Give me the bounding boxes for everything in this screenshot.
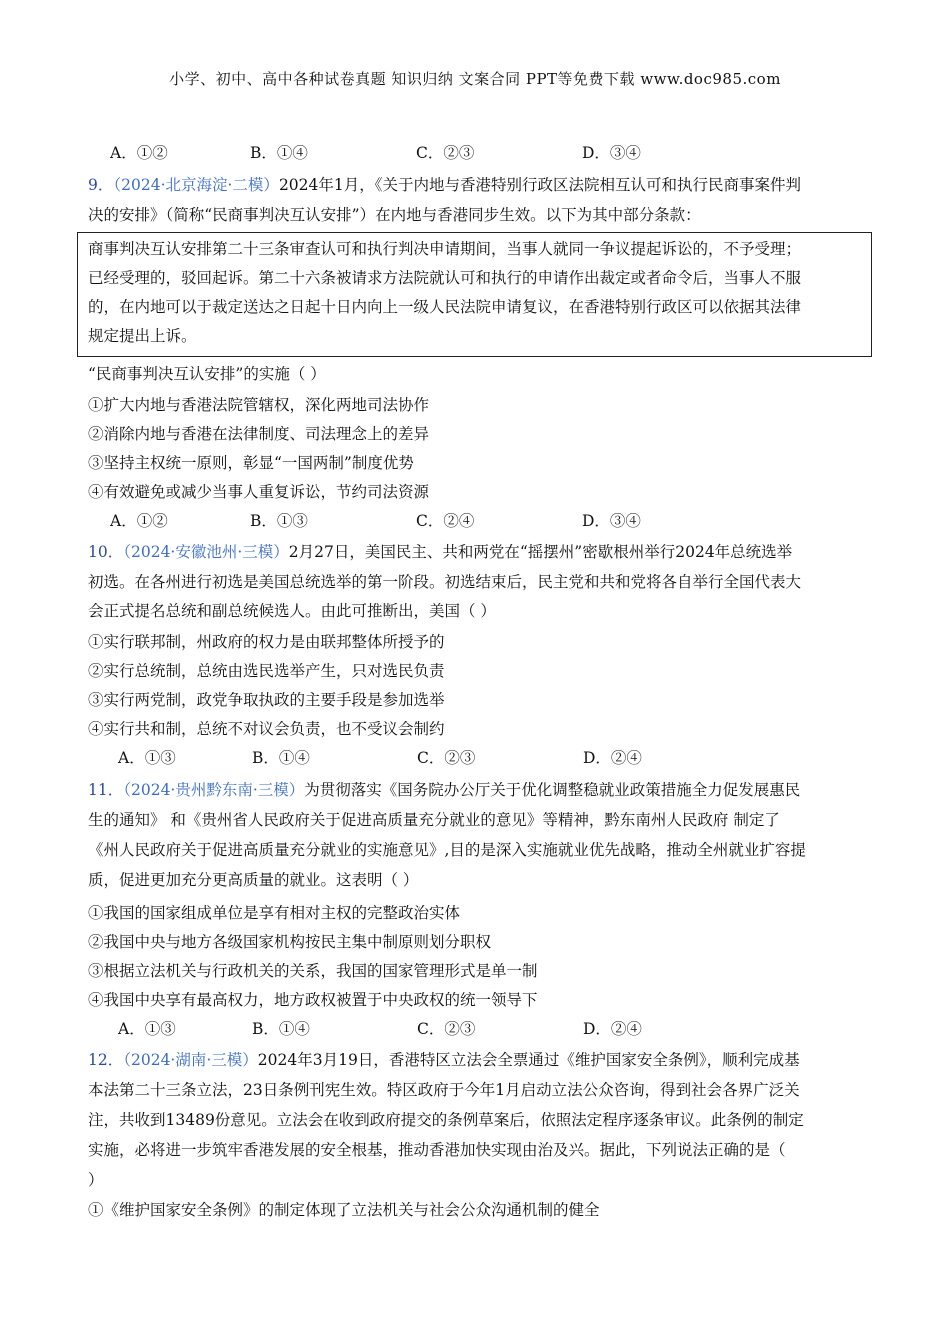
q10-item-1: ①实行联邦制，州政府的权力是由联邦整体所授予的 (88, 633, 445, 651)
q9-box-line1: 商事判决互认安排第二十三条审查认可和执行判决申请期间，当事人就同一争议提起诉讼的，不予受理； (88, 240, 802, 258)
q10-stem-text1: 2月27日，美国民主、共和两党在“摇摆州”密歇根州举行2024年总统选举 (288, 543, 793, 561)
q10-stem-line3: 会正式提名总统和副总统候选人。由此可推断出，美国（ ） (88, 602, 496, 620)
q11-stem-line4: 质，促进更加充分更高质量的就业。这表明（ ） (88, 871, 419, 889)
q10-option-b[interactable]: B．①④ (252, 749, 310, 767)
q12-stem-line1 (88, 1050, 800, 1070)
q9-option-c[interactable]: C．②④ (416, 512, 475, 530)
q9-stem-text1: 2024年1月，《关于内地与香港特别行政区法院相互认可和执行民商事案件判 (278, 176, 801, 194)
q8-option-b[interactable]: B．①④ (250, 144, 308, 162)
q10-stem-line1 (88, 542, 792, 562)
q11-stem-line3: 《州人民政府关于促进高质量充分就业的实施意见》,目的是深入实施就业优先战略，推动全州就业扩容提 (88, 841, 806, 859)
q10-options (118, 748, 718, 768)
q12-stem-line4: 实施，必将进一步筑牢香港发展的安全根基，推动香港加快实现由治及兴。据此，下列说法正确的是（ (88, 1141, 786, 1159)
q10-item-3: ③实行两党制，政党争取执政的主要手段是参加选举 (88, 691, 445, 709)
q9-source: （2024·北京海淀·二模） (113, 176, 279, 194)
q9-item-2: ②消除内地与香港在法律制度、司法理念上的差异 (88, 425, 430, 443)
q8-option-a[interactable]: A．①② (110, 144, 168, 162)
q11-option-b[interactable]: B．①④ (252, 1020, 310, 1038)
q10-source: （2024·安徽池州·三模） (123, 543, 289, 561)
q9-option-a[interactable]: A．①② (110, 512, 168, 530)
q9-box-line2: 已经受理的，驳回起诉。第二十六条被请求方法院就认可和执行的申请作出裁定或者命令后，当事人不服 (88, 269, 802, 287)
q12-item-1: ①《维护国家安全条例》的制定体现了立法机关与社会公众沟通机制的健全 (88, 1201, 600, 1219)
q8-options (110, 143, 710, 163)
q11-item-4: ④我国中央享有最高权力，地方政权被置于中央政权的统一领导下 (88, 991, 538, 1009)
q12-stem-line2: 本法第二十三条立法，23日条例刊宪生效。特区政府于今年1月启动立法公众咨询，得到社会各界广泛关 (88, 1081, 800, 1099)
q11-stem-text1: 为贯彻落实《国务院办公厅关于优化调整稳就业政策措施全力促发展惠民 (304, 781, 801, 799)
q9-option-b[interactable]: B．①③ (250, 512, 308, 530)
q12-source: （2024·湖南·三模） (123, 1051, 258, 1069)
q11-number: 11． (88, 781, 124, 799)
q9-stem-line1 (88, 175, 801, 195)
q8-option-c[interactable]: C．②③ (416, 144, 475, 162)
q9-option-d[interactable]: D．③④ (582, 512, 641, 530)
q9-item-3: ③坚持主权统一原则，彰显“一国两制”制度优势 (88, 454, 414, 472)
q9-item-1: ①扩大内地与香港法院管辖权，深化两地司法协作 (88, 396, 430, 414)
q11-options (118, 1019, 718, 1039)
q9-stem-line2: 决的安排》（简称“民商事判决互认安排”）在内地与香港同步生效。以下为其中部分条款： (88, 206, 701, 224)
q8-option-d[interactable]: D．③④ (582, 144, 641, 162)
q10-option-d[interactable]: D．②④ (583, 749, 642, 767)
q9-box-line3: 的，在内地可以于裁定送达之日起十日内向上一级人民法院申请复议，在香港特别行政区可以依据其法律 (88, 298, 802, 316)
q11-stem-line1 (88, 780, 800, 800)
q9-number: 9． (88, 176, 114, 194)
q11-stem-line2: 生的通知》 和《贵州省人民政府关于促进高质量充分就业的意见》等精神，黔东南州人民政府 制定了 (88, 811, 780, 829)
q11-item-2: ②我国中央与地方各级国家机构按民主集中制原则划分职权 (88, 933, 492, 951)
q10-number: 10． (88, 543, 124, 561)
q9-question: “民商事判决互认安排”的实施（ ） (88, 365, 326, 383)
q10-stem-line2: 初选。在各州进行初选是美国总统选举的第一阶段。初选结束后，民主党和共和党将各自举行全国代表大 (88, 573, 802, 591)
q9-options (110, 511, 710, 531)
q9-excerpt-box (77, 232, 872, 357)
q11-item-3: ③根据立法机关与行政机关的关系，我国的国家管理形式是单一制 (88, 962, 538, 980)
q11-option-a[interactable]: A．①③ (118, 1020, 176, 1038)
q10-option-c[interactable]: C．②③ (417, 749, 476, 767)
q12-stem-line5: ） (88, 1171, 104, 1189)
q11-option-c[interactable]: C．②③ (417, 1020, 476, 1038)
page-header: 小学、初中、高中各种试卷真题 知识归纳 文案合同 PPT等免费下载 www.doc985.com (169, 70, 781, 88)
q9-item-4: ④有效避免或减少当事人重复诉讼，节约司法资源 (88, 483, 430, 501)
q11-item-1: ①我国的国家组成单位是享有相对主权的完整政治实体 (88, 904, 461, 922)
q10-item-4: ④实行共和制，总统不对议会负责，也不受议会制约 (88, 720, 445, 738)
q10-option-a[interactable]: A．①③ (118, 749, 176, 767)
q12-stem-text1: 2024年3月19日，香港特区立法会全票通过《维护国家安全条例》，顺利完成基 (257, 1051, 800, 1069)
q10-item-2: ②实行总统制，总统由选民选举产生，只对选民负责 (88, 662, 445, 680)
q11-source: （2024·贵州黔东南·三模） (123, 781, 305, 799)
q9-box-line4: 规定提出上诉。 (88, 327, 197, 345)
q12-stem-line3: 注，共收到13489份意见。立法会在收到政府提交的条例草案后，依照法定程序逐条审议。此条例的制定 (88, 1111, 804, 1129)
q12-number: 12． (88, 1051, 124, 1069)
q11-option-d[interactable]: D．②④ (583, 1020, 642, 1038)
